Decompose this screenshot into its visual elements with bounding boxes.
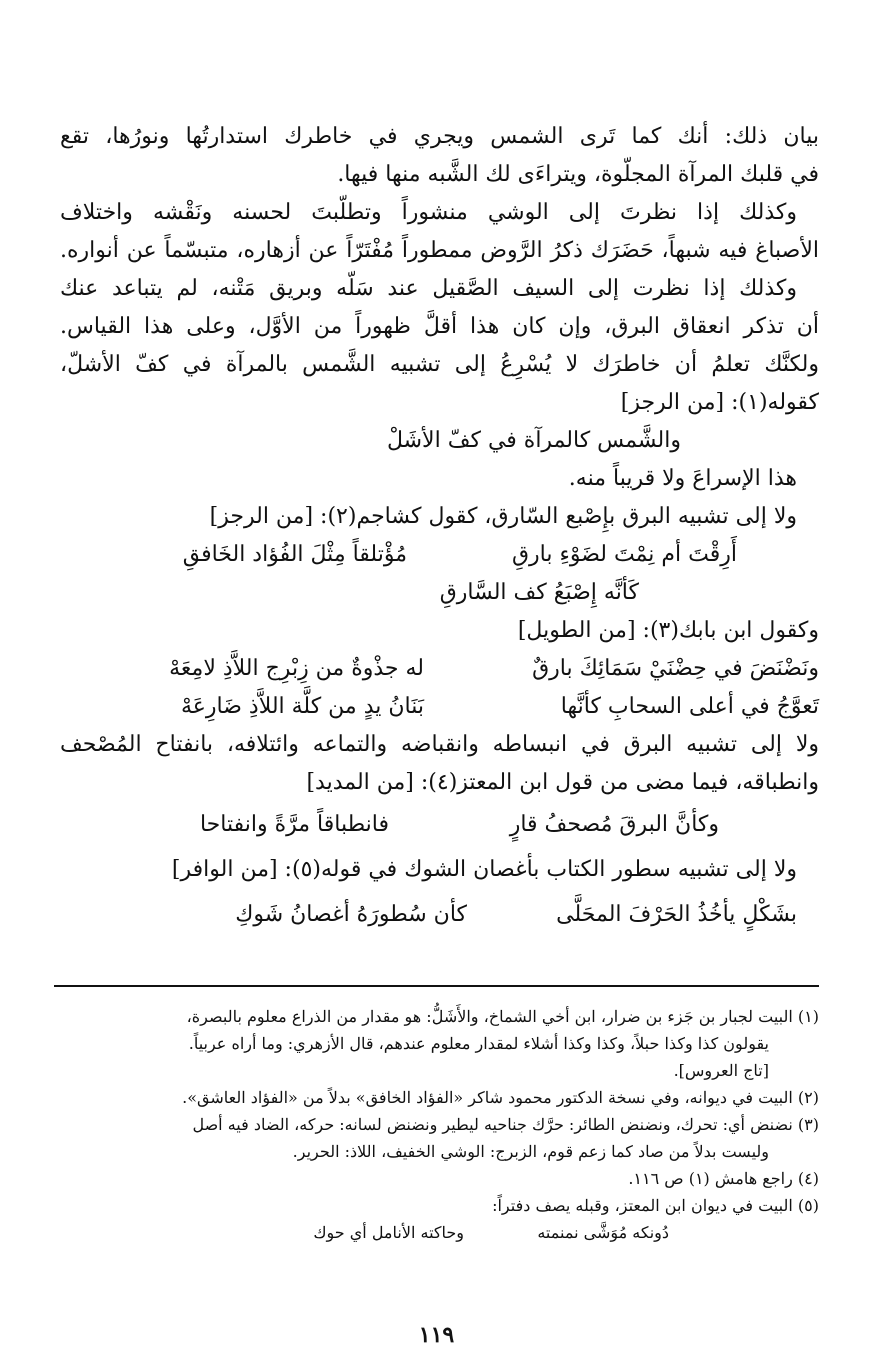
verse-hemistich: بَنَانُ يدٍ من كلَّة اللاَّذِ ضَارِعَهْ (180, 694, 424, 719)
text-line: كقوله(١): [من الرجز] (620, 390, 819, 415)
text-line: وكذلك إذا نظرتَ إلى الوشي منشوراً وتطلّبتَ لحسنه ونَقْشه واختلاف (60, 200, 797, 225)
text-line: هذا الإسراعَ ولا قريباً منه. (568, 466, 797, 491)
footnote-line: (٥) البيت في ديوان ابن المعتز، وقبله يصف دفتراً: (492, 1196, 819, 1215)
verse-line (60, 536, 819, 574)
main-text (60, 118, 819, 938)
footnote-line: [تاج العروس]. (673, 1061, 769, 1080)
text-line: ولا إلى تشبيه البرق في انبساطه وانقباضه والتماعه وائتلافه، بانفتاح المُصْحف (60, 732, 819, 757)
footnote (60, 1165, 819, 1192)
text-line: أن تذكر انعقاق البرق، وإن كان هذا أقلَّ ظهوراً من الأوَّل، وعلى هذا القياس. (60, 314, 819, 339)
verse-hemistich: بشَكْلٍ يأخُذُ الحَرْفَ المحَلَّى (556, 902, 797, 927)
verse-line (60, 802, 819, 848)
footnote-line: (٢) البيت في ديوانه، وفي نسخة الدكتور محمود شاكر «الفؤاد الخافق» بدلاً من «الفؤاد العاشق». (182, 1088, 819, 1107)
verse-hemistich: كأن سُطورَهُ أغصانُ شَوكِ (235, 902, 467, 927)
verse-hemistich: وكأنَّ البرقَ مُصحفُ قارٍ (509, 812, 719, 837)
verse-hemistich: فانطباقاً مرَّةً وانفتاحا (199, 812, 389, 837)
verse-hemistich: ونَضْنَضَ في حِضْنَيْ سَمَائِكَ بارقٌ (532, 656, 819, 681)
verse-hemistich: وحاكته الأنامل أي حوك (313, 1223, 464, 1242)
text-line: ولا إلى تشبيه سطور الكتاب بأغصان الشوك في قوله(٥): [من الوافر] (171, 857, 797, 882)
text-line: وكقول ابن بابك(٣): [من الطويل] (517, 618, 819, 643)
footnote (60, 1003, 819, 1084)
verse-hemistich: دُونكه مُوَشَّى نمنمته (537, 1223, 669, 1242)
footnotes (60, 1003, 819, 1247)
footnote (60, 1192, 819, 1247)
text-line: وانطباقه، فيما مضى من قول ابن المعتز(٤): [من المديد] (306, 770, 819, 795)
footnote-line: يقولون كذا وكذا حبلاً، وكذا وكذا أشلاء لمقدار معلوم عندهم، قال الأزهري: وما أراه عربياً. (188, 1034, 769, 1053)
footnote-line: (١) البيت لجبار بن جَزء بن ضرار، ابن أخي الشماخ، والأَشَلُّ: هو مقدار من الذراع معلوم بالبصرة، (186, 1007, 819, 1026)
text-line: بيان ذلك: أنك كما تَرى الشمس ويجري في خاطرك استدارتُها ونورُها، تقع (60, 124, 819, 149)
verse-line: والشَّمس كالمرآة في كفّ الأشَلْ (386, 428, 681, 453)
footnote-verse (60, 1219, 819, 1247)
text-line: ولكنَّك تعلمُ أن خاطرَك لا يُسْرِعُ إلى تشبيه الشَّمس بالمرآة في كفّ الأشلّ، (60, 352, 819, 377)
verse-hemistich: مُؤْتلقاً مِثْلَ الفُؤاد الخَافقِ (182, 542, 407, 567)
page-number: ١١٩ (418, 1322, 455, 1348)
verse-hemistich: أَرِقْتَ أم نِمْتَ لضَوْءِ بارقِ (511, 542, 737, 567)
footnote-line: (٣) نضنض أي: تحرك، ونضنض الطائر: حرَّك جناحيه ليطير ونضنض لسانه: حركه، الضاد فيه أصل (192, 1115, 819, 1134)
footnote-line: (٤) راجع هامش (١) ص ١١٦. (628, 1169, 819, 1188)
verse-hemistich: له جذْوةٌ من زِبْرِج اللاَّذِ لامِعَهْ (169, 656, 424, 681)
verse-hemistich: تَعوَّجُ في أعلى السحابِ كأنَّها (560, 694, 819, 719)
footnote (60, 1111, 819, 1165)
text-line: ولا إلى تشبيه البرق بإِصْبع السّارق، كقول كشاجم(٢): [من الرجز] (209, 504, 797, 529)
text-line: في قلبك المرآة المجلّوة، ويتراءَى لك الشَّبه منها فيها. (337, 162, 819, 187)
footnote-line: وليست بدلاً من صاد كما زعم قوم، الزبرج: الوشي الخفيف، اللاذ: الحرير. (292, 1142, 769, 1161)
verse-line (60, 892, 819, 938)
verse-line (60, 650, 819, 688)
text-line: وكذلك إذا نظرت إلى السيف الصَّقيل عند سَلّه وبريق مَتْنه، لم يتباعد عنك (60, 276, 797, 301)
verse-line (60, 688, 819, 726)
verse-line: كَأنَّه إِصْبَعُ كف السَّارقِ (439, 580, 639, 605)
footnote-divider (54, 985, 819, 987)
footnote (60, 1084, 819, 1111)
text-line: الأصباغ فيه شبهاً، حَضَرَك ذكرُ الرَّوض ممطوراً مُفْتَرّاً عن أزهاره، متبسّماً عن أنواره. (60, 238, 819, 263)
